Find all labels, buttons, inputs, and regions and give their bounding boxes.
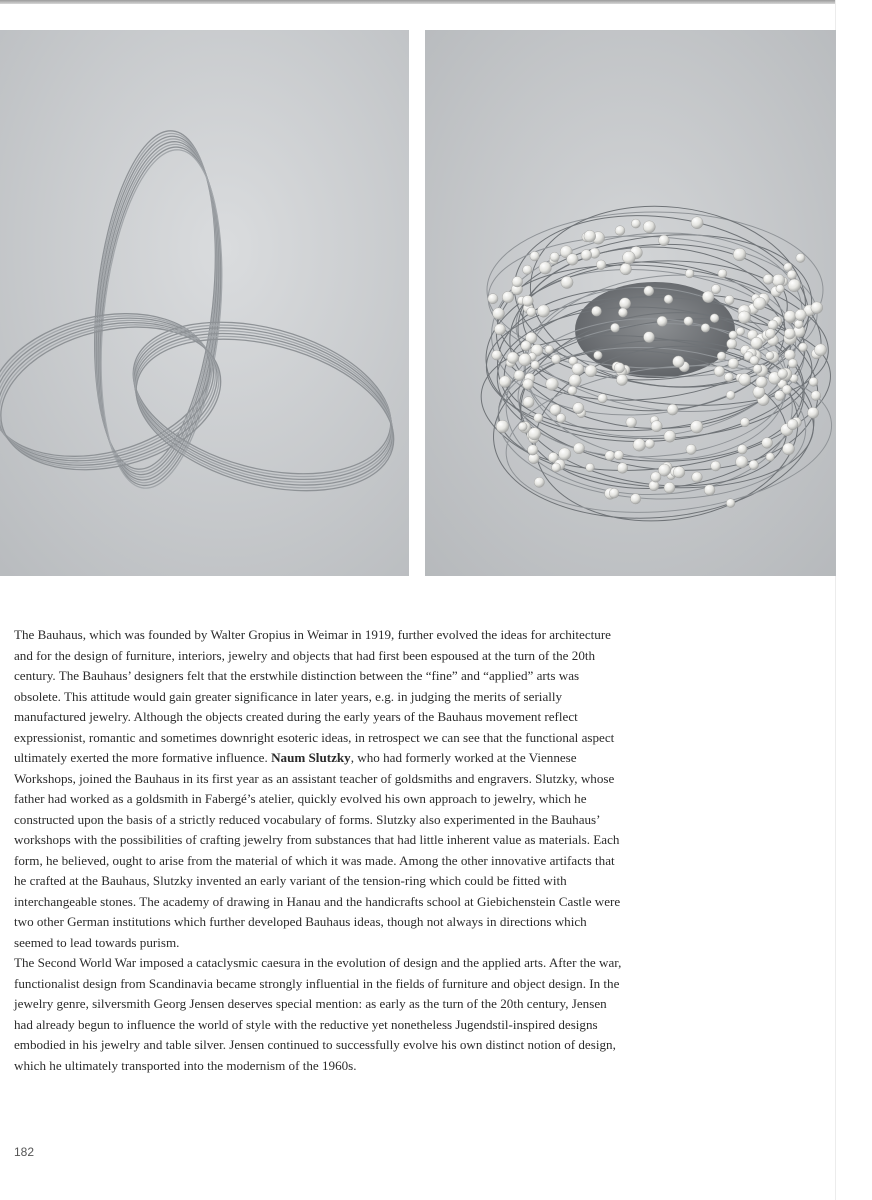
pearl [615, 226, 625, 236]
pearl [559, 448, 571, 460]
pearl [614, 363, 624, 373]
pearl [729, 331, 738, 340]
pearl [740, 418, 749, 427]
pearl [685, 269, 694, 278]
pearl [592, 306, 602, 316]
pearl [574, 443, 585, 454]
pearl [561, 276, 573, 288]
pearl [701, 324, 710, 333]
pearl [493, 308, 505, 320]
pearl [620, 263, 632, 275]
pearl [796, 253, 805, 262]
pearl [738, 445, 748, 455]
pearl [710, 314, 719, 323]
pearl [631, 219, 640, 228]
pearl [765, 329, 775, 339]
pearl [502, 291, 513, 302]
pearl [528, 445, 538, 455]
wire-bangles-illustration [0, 30, 409, 576]
pearl [528, 428, 540, 440]
pearl [711, 461, 721, 471]
pearl [763, 274, 773, 284]
pearl [753, 386, 765, 398]
pearl [704, 485, 715, 496]
photo-background [0, 30, 409, 576]
pearl [738, 311, 751, 324]
page-top-edge [0, 0, 835, 4]
pearl [596, 260, 606, 270]
pearl [673, 466, 685, 478]
pearl [519, 353, 532, 366]
article-paragraph-1 [14, 625, 622, 953]
pearl [736, 456, 748, 468]
pearl [664, 295, 673, 304]
pearl [783, 443, 795, 455]
pearl [523, 397, 534, 408]
pearl [751, 337, 763, 349]
pearl [534, 477, 544, 487]
pearl [766, 453, 775, 462]
pearl [630, 494, 640, 504]
paragraph-1-text: The Bauhaus, which was founded by Walter Gropius in Weimar in 1919, further evolved the ideas for architecture and for the design of furniture, interiors, jewelry and objects that had first been espoused at the turn of the 20th century. The Bauhaus’ designers felt that the erstwhile distinction between the “fine” and “applied” arts was obsolete. This attitude would gain greater significance in later years, e.g. in judging the merits of serially manufactured jewelry. Although the objects created during the early years of the Bauhaus movement reflect expressionist, romantic and sometimes downright esoteric ideas, in retrospect we can see that the functional aspect ultimately exerted the more formative influence. [14, 627, 615, 765]
pearl [690, 421, 703, 434]
pearl [512, 276, 523, 287]
pearl [527, 307, 536, 316]
pearl [633, 439, 646, 452]
pearl [753, 365, 762, 374]
pearl [586, 463, 595, 472]
pearl [776, 285, 784, 293]
pearl [811, 391, 821, 401]
pearl [585, 365, 597, 377]
pearl [523, 379, 534, 390]
pearl [766, 352, 774, 360]
pearl [717, 352, 726, 361]
pearl [733, 248, 746, 261]
pearl [617, 463, 628, 474]
pearl [643, 221, 655, 233]
pearl [651, 421, 662, 432]
pearl [521, 341, 531, 351]
pearl [594, 351, 603, 360]
pearl [623, 251, 636, 264]
pearl [775, 390, 785, 400]
pearl [611, 323, 620, 332]
pearl [673, 356, 685, 368]
pearl [784, 311, 796, 323]
pearl [664, 482, 675, 493]
pearl [605, 451, 615, 461]
pearl [753, 297, 766, 310]
page-number: 182 [14, 1145, 35, 1159]
pearl [618, 308, 627, 317]
pearl [614, 450, 624, 460]
pearl [794, 320, 803, 329]
pearl [616, 374, 627, 385]
pearl [814, 344, 826, 356]
pearl [567, 254, 579, 266]
pearl [799, 343, 808, 352]
pearl [664, 430, 676, 442]
pearl [584, 230, 596, 242]
pearl [728, 358, 739, 369]
pearl [539, 262, 551, 274]
pearl [514, 370, 525, 381]
pearl [691, 217, 703, 229]
pearl [522, 295, 533, 306]
pearl [556, 414, 565, 423]
pearl [499, 376, 511, 388]
pearl [530, 251, 540, 261]
pearl [518, 422, 527, 431]
pearl [788, 279, 801, 292]
pearl [667, 404, 678, 415]
pearl [811, 302, 823, 314]
pearl [569, 374, 581, 386]
pearl [573, 403, 584, 414]
pearl [787, 419, 798, 430]
pearl [684, 317, 693, 326]
article-paragraph-2: The Second World War imposed a cataclysmic caesura in the evolution of design and the applied arts. After the war, functionalist design from Scandinavia became strongly influential in the fields of furniture and object design. In the jewelry genre, silversmith Georg Jensen deserves special mention: as early as the turn of the 20th century, Jensen had already begun to influence the world of style with the reductive yet nonetheless Jugendstil-inspired designs embodied in his jewelry and table silver. Jensen continued to successfully evolve his own distinct notion of design, which he ultimately transported into the modernism of the 1960s. [14, 955, 622, 1073]
pearl [537, 305, 549, 317]
pearl [714, 366, 725, 377]
pearl [749, 460, 759, 470]
pearl [686, 444, 696, 454]
pearl [750, 356, 759, 365]
pearl [726, 391, 735, 400]
pearl [619, 298, 630, 309]
pearl [808, 407, 819, 418]
pearl [598, 394, 607, 403]
pearl [718, 269, 727, 278]
pearl [657, 316, 667, 326]
photo-wire-bangles [0, 30, 409, 576]
pearl [739, 374, 751, 386]
pearl [725, 295, 734, 304]
pearl [692, 472, 703, 483]
pearl [534, 413, 543, 422]
pearl [795, 309, 806, 320]
pearl [702, 291, 714, 303]
pearl [809, 377, 818, 386]
pearl [488, 294, 498, 304]
pearl [492, 350, 502, 360]
pearl [568, 386, 577, 395]
pearl [756, 376, 767, 387]
pearl [523, 265, 532, 274]
pearl [581, 250, 592, 261]
pearl [609, 488, 619, 498]
paragraph-1-continued: , who had formerly worked at the Viennese Workshops, joined the Bauhaus in its first year as an assistant teacher of goldsmiths and engravers. Slutzky, whose father had worked as a goldsmith in Fabergé’s atelier, quickly evolved his own approach to jewelry, which he constructed upon the basis of a strictly reduced vocabulary of forms. Slutzky also experimented in the Bauhaus’ workshops with the possibilities of crafting jewelry from substances that had little inherent value as materials. Each form, he believed, ought to arise from the material of which it was made. Among the other innovative artifacts that he crafted at the Bauhaus, Slutzky invented an early variant of the tension-ring which could be fitted with interchangeable stones. The academy of drawing in Hanau and the handicrafts school at Giebichenstein Castle were two other German institutions which further developed Bauhaus ideas, though not always in directions which seemed to lead towards purism. [14, 750, 621, 950]
pearl [724, 373, 733, 382]
pearl [788, 359, 797, 368]
pearl [778, 369, 788, 379]
pearl [645, 439, 654, 448]
pearl [787, 270, 796, 279]
pearl [711, 284, 720, 293]
pearl [496, 420, 509, 433]
pearl [545, 345, 553, 353]
pearl-bangle-illustration [425, 30, 836, 576]
pearl [768, 320, 778, 330]
pearl [507, 352, 519, 364]
pearl [494, 324, 505, 335]
pearl [551, 354, 560, 363]
pearl [659, 235, 670, 246]
pearl [572, 363, 584, 375]
pearl [552, 463, 561, 472]
pearl [550, 252, 559, 261]
photo-pearl-bangle [425, 30, 836, 576]
pearl [726, 499, 735, 508]
pearl [762, 438, 773, 449]
pearl [626, 417, 637, 428]
pearl [531, 361, 540, 370]
designer-name: Naum Slutzky [271, 750, 351, 765]
pearl [644, 332, 655, 343]
pearl [546, 378, 559, 391]
article-body [14, 625, 622, 1076]
pearl [727, 339, 737, 349]
pearl [651, 472, 661, 482]
pearl [644, 286, 654, 296]
pearl [784, 328, 795, 339]
